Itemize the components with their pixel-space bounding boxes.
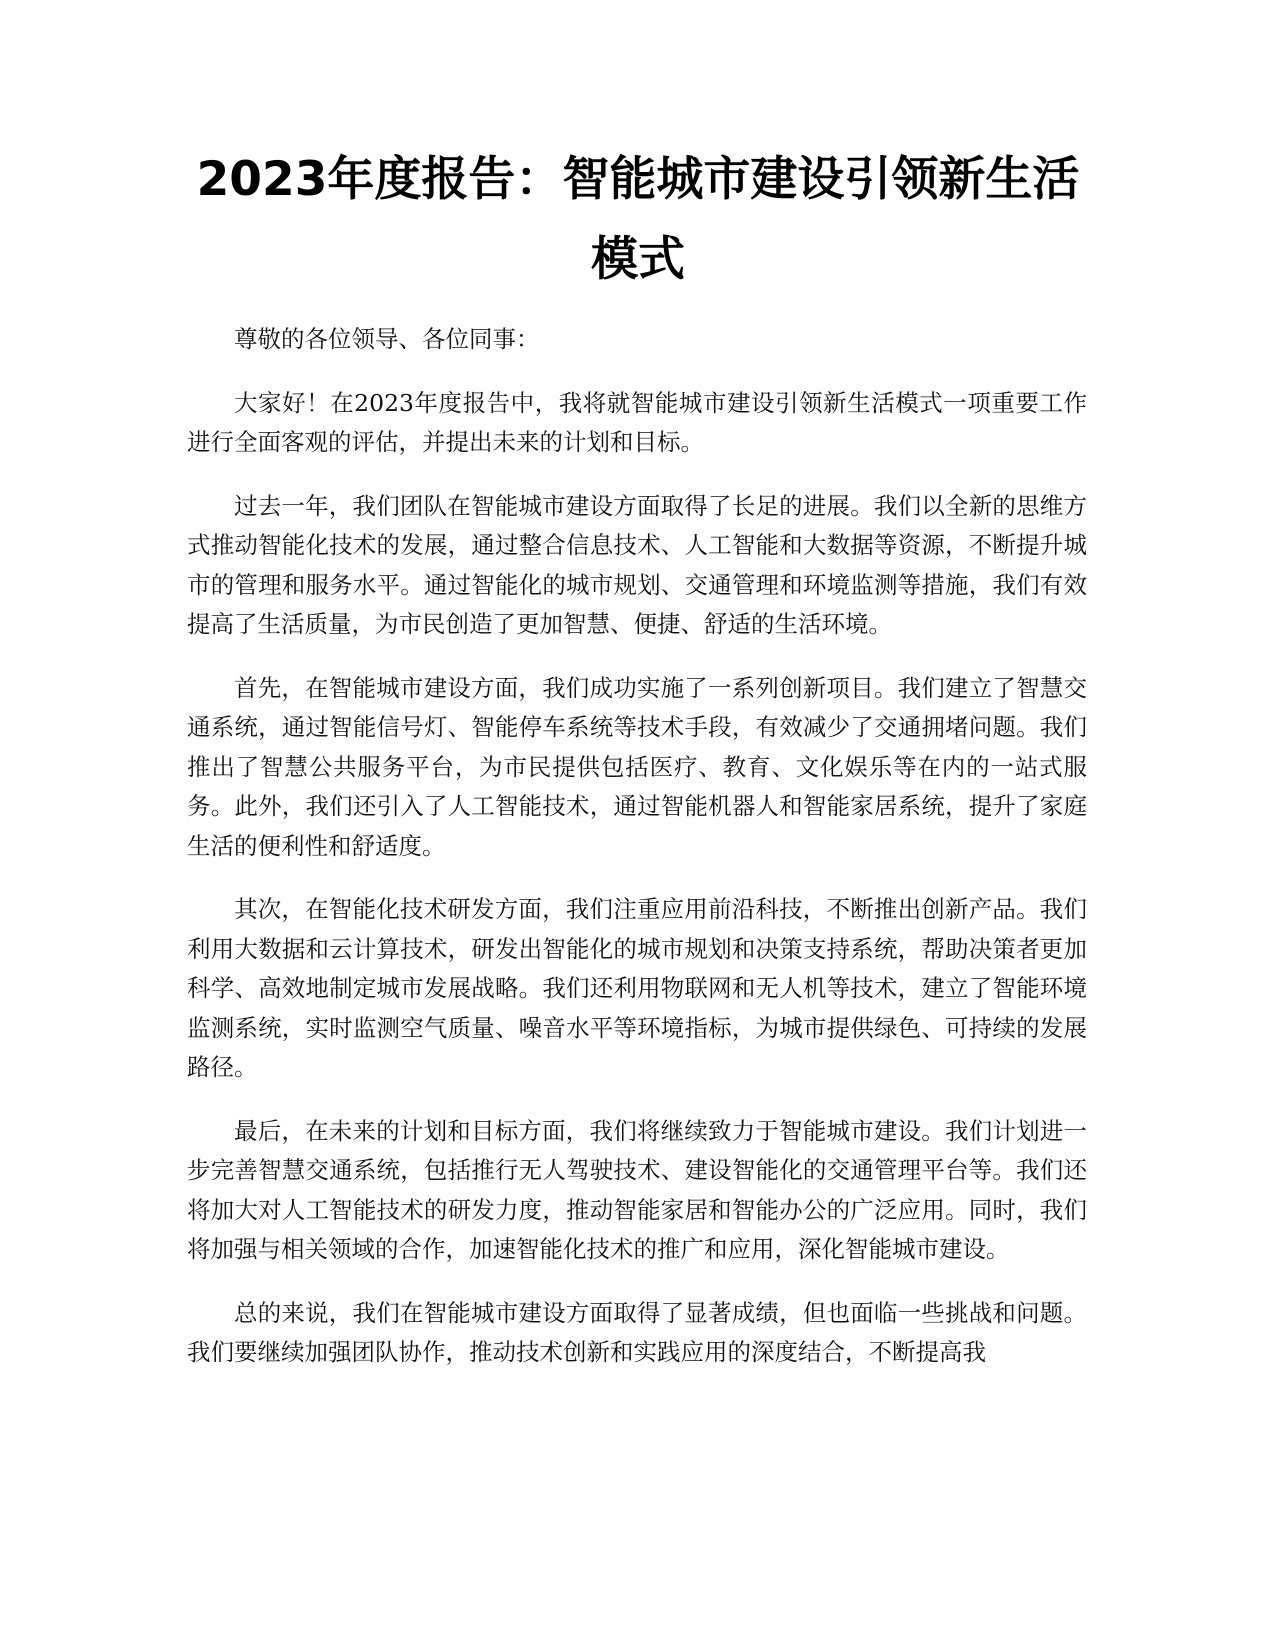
paragraph-past-year: 过去一年，我们团队在智能城市建设方面取得了长足的进展。我们以全新的思维方式推动智能化技术的发展，通过整合信息技术、人工智能和大数据等资源，不断提升城市的管理和服务水平。通过智能化的城市规划、交通管理和环境监测等措施，我们有效提高了生活质量，为市民创造了更加智慧、便捷、舒适的生活环境。	[187, 491, 1087, 638]
paragraph-summary: 总的来说，我们在智能城市建设方面取得了显著成绩，但也面临一些挑战和问题。我们要继续加强团队协作，推动技术创新和实践应用的深度结合，不断提高我	[187, 1298, 1087, 1366]
salutation: 尊敬的各位领导、各位同事：	[234, 325, 540, 353]
document-body	[187, 320, 1087, 1397]
paragraph-second: 其次，在智能化技术研发方面，我们注重应用前沿科技，不断推出创新产品。我们利用大数据和云计算技术，研发出智能化的城市规划和决策支持系统，帮助决策者更加科学、高效地制定城市发展战略。我们还利用物联网和无人机等技术，建立了智能环境监测系统，实时监测空气质量、噪音水平等环境指标，为城市提供绿色、可持续的发展路径。	[187, 895, 1087, 1081]
paragraph-intro: 大家好！在2023年度报告中，我将就智能城市建设引领新生活模式一项重要工作进行全面客观的评估，并提出未来的计划和目标。	[187, 388, 1087, 456]
paragraph-first: 首先，在智能城市建设方面，我们成功实施了一系列创新项目。我们建立了智慧交通系统，通过智能信号灯、智能停车系统等技术手段，有效减少了交通拥堵问题。我们推出了智慧公共服务平台，为市民提供包括医疗、教育、文化娱乐等在内的一站式服务。此外，我们还引入了人工智能技术，通过智能机器人和智能家居系统，提升了家庭生活的便利性和舒适度。	[187, 673, 1087, 860]
paragraph-finally: 最后，在未来的计划和目标方面，我们将继续致力于智能城市建设。我们计划进一步完善智慧交通系统，包括推行无人驾驶技术、建设智能化的交通管理平台等。我们还将加大对人工智能技术的研发力度，推动智能家居和智能办公的广泛应用。同时，我们将加强与相关领域的合作，加速智能化技术的推广和应用，深化智能城市建设。	[187, 1116, 1087, 1263]
title-block	[183, 140, 1093, 300]
document-title: 2023年度报告：智能城市建设引领新生活模式	[196, 152, 1080, 287]
